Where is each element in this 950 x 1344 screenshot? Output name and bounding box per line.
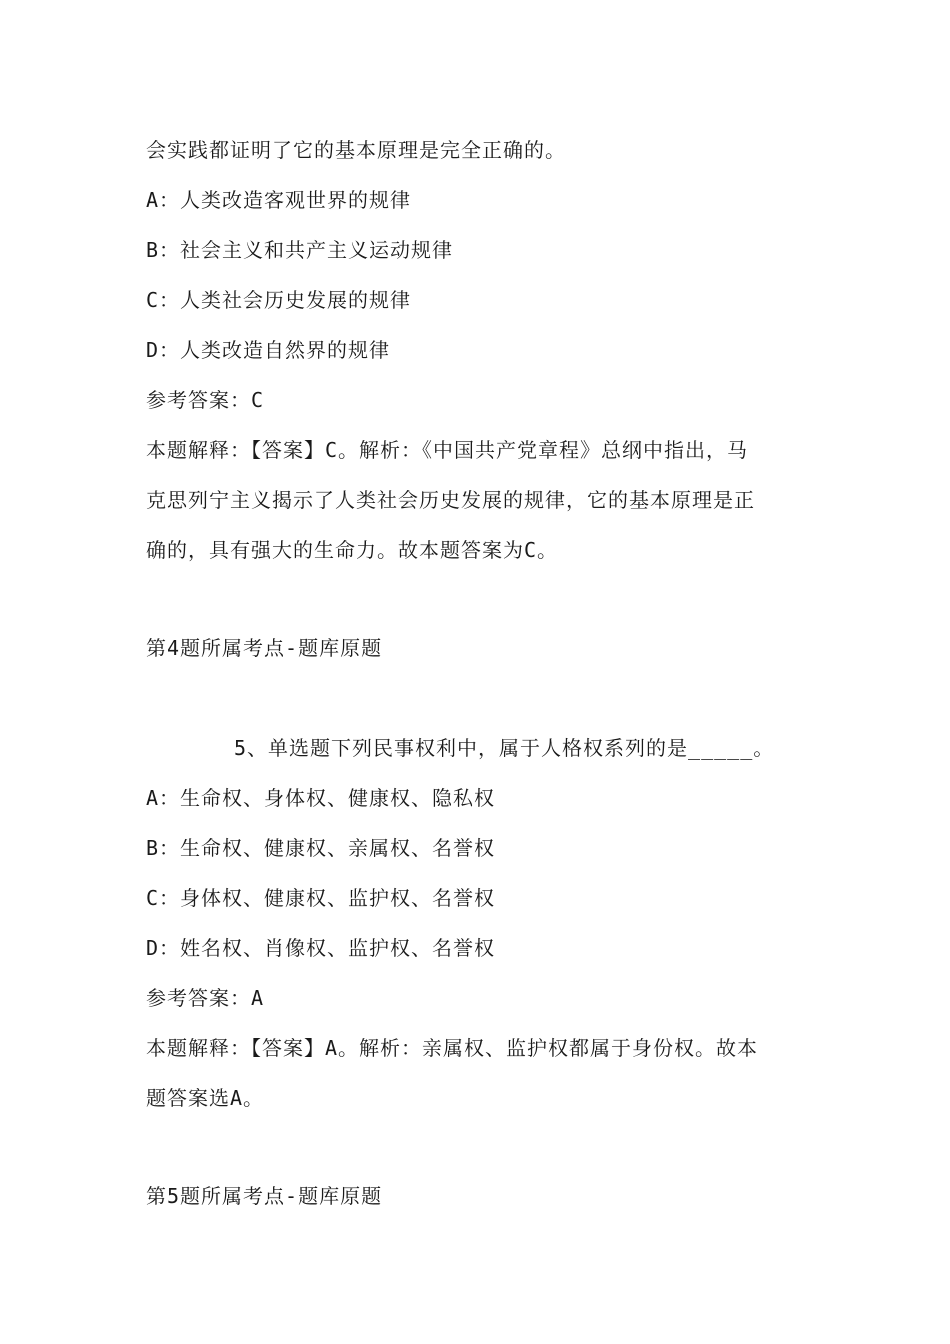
q4-answer: 参考答案：C (146, 388, 265, 412)
q4-option-c: C：人类社会历史发展的规律 (146, 288, 412, 312)
q4-option-b: B：社会主义和共产主义运动规律 (146, 238, 454, 262)
q5-answer: 参考答案：A (146, 986, 265, 1010)
q4-option-a: A：人类改造客观世界的规律 (146, 188, 412, 212)
q4-stem-end: 会实践都证明了它的基本原理是完全正确的。 (146, 138, 566, 162)
q5-option-b: B：生命权、健康权、亲属权、名誉权 (146, 836, 496, 860)
q5-option-c: C：身体权、健康权、监护权、名誉权 (146, 886, 496, 910)
q5-topic: 第5题所属考点-题库原题 (146, 1184, 383, 1208)
q5-explanation-line-2: 题答案选A。 (146, 1086, 265, 1110)
q4-explanation-line-3: 确的，具有强大的生命力。故本题答案为C。 (146, 538, 559, 562)
q5-explanation-line-1: 本题解释：【答案】A。解析：亲属权、监护权都属于身份权。故本 (146, 1036, 759, 1060)
q4-explanation-line-2: 克思列宁主义揭示了人类社会历史发展的规律，它的基本原理是正 (146, 488, 755, 512)
q4-topic: 第4题所属考点-题库原题 (146, 636, 383, 660)
q4-explanation-line-1: 本题解释：【答案】C。解析：《中国共产党章程》总纲中指出，马 (146, 438, 749, 462)
q5-option-a: A：生命权、身体权、健康权、隐私权 (146, 786, 496, 810)
q5-stem: 5、单选题下列民事权利中，属于人格权系列的是_____。 (234, 736, 775, 760)
q5-option-d: D：姓名权、肖像权、监护权、名誉权 (146, 936, 496, 960)
q4-option-d: D：人类改造自然界的规律 (146, 338, 391, 362)
